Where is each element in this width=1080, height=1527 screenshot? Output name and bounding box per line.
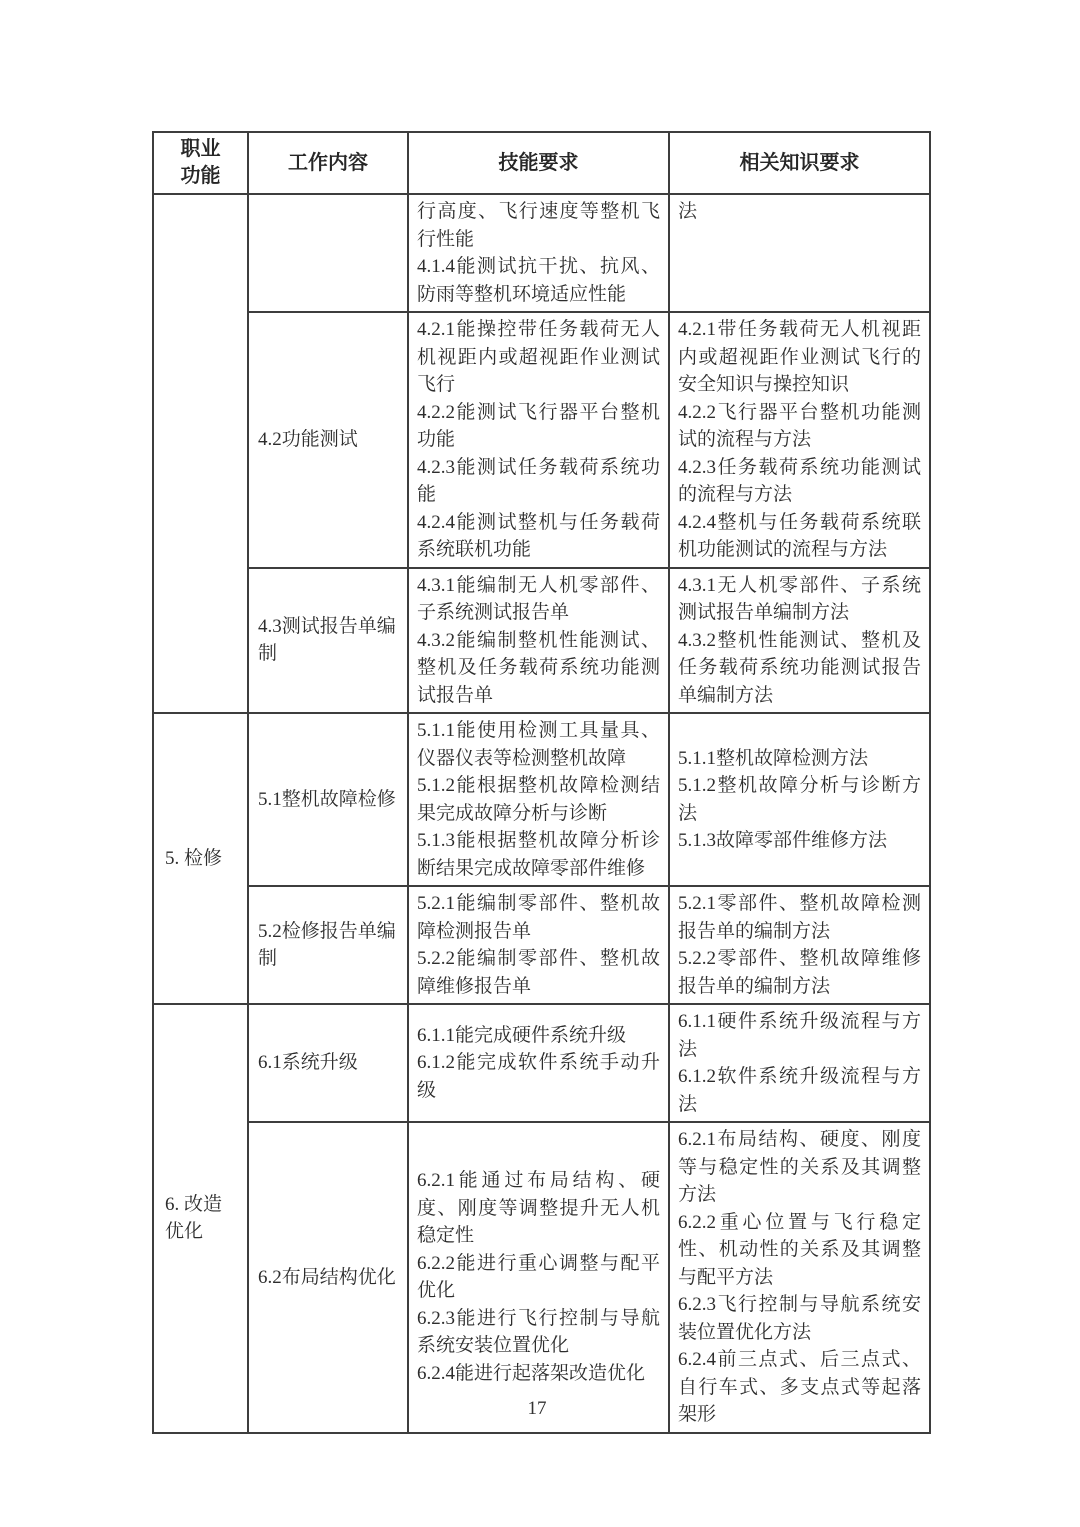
knowledge-item: 5.2.1零部件、整机故障检测报告单的编制方法: [678, 893, 921, 942]
skill-item: 5.1.3能根据整机故障分析诊断结果完成故障零部件维修: [417, 830, 660, 879]
skill-item: 6.2.4能进行起落架改造优化: [417, 1362, 646, 1384]
header-occupational-function-label: 职业功能: [180, 138, 221, 187]
skills-cell: [408, 312, 669, 568]
knowledge-cell: [669, 312, 930, 568]
work-content-cell: 4.3测试报告单编制: [248, 568, 408, 714]
function-cell-section6: 6. 改造优化: [153, 1004, 248, 1433]
knowledge-cell: [669, 568, 930, 714]
header-skill-requirements: 技能要求: [408, 132, 669, 194]
skill-item: 4.3.2能编制整机性能测试、整机及任务载荷系统功能测试报告单: [417, 629, 660, 706]
work-content-cell: 5.1整机故障检修: [248, 713, 408, 886]
knowledge-item: 5.1.3故障零部件维修方法: [678, 830, 888, 851]
knowledge-cell: [669, 886, 930, 1004]
skill-item: 6.2.3能进行飞行控制与导航系统安装位置优化: [417, 1307, 660, 1357]
knowledge-item: 6.2.2重心位置与飞行稳定性、机动性的关系及其调整与配平方法: [678, 1211, 921, 1288]
skill-item: 5.2.1能编制零部件、整机故障检测报告单: [417, 893, 660, 942]
function-cell-section5: 5. 检修: [153, 713, 248, 1004]
skill-item: 4.1.4能测试抗干扰、抗风、防雨等整机环境适应性能: [417, 256, 660, 305]
table-row: [153, 1004, 930, 1122]
table-row: [153, 568, 930, 714]
skill-item: 4.3.1能编制无人机零部件、子系统测试报告单: [417, 574, 660, 623]
knowledge-item: 4.3.1无人机零部件、子系统测试报告单编制方法: [678, 574, 921, 623]
work-content-cell: 6.2布局结构优化: [248, 1122, 408, 1433]
knowledge-cell: [669, 1004, 930, 1122]
knowledge-item: 6.2.1布局结构、硬度、刚度等与稳定性的关系及其调整方法: [678, 1129, 921, 1205]
skill-item: 行高度、飞行速度等整机飞行性能: [417, 201, 660, 250]
table-row: [153, 194, 930, 312]
work-content-cell: [248, 194, 408, 312]
knowledge-item: 4.3.2整机性能测试、整机及任务载荷系统功能测试报告单编制方法: [678, 629, 921, 706]
knowledge-item: 5.1.1整机故障检测方法: [678, 747, 869, 769]
skill-item: 4.2.4能测试整机与任务载荷系统联机功能: [417, 511, 660, 560]
knowledge-item: 4.2.1带任务载荷无人机视距内或超视距作业测试飞行的安全知识与操控知识: [678, 319, 921, 395]
knowledge-item: 5.1.2整机故障分析与诊断方法: [678, 775, 921, 824]
header-work-content: 工作内容: [248, 132, 408, 194]
work-content-cell: 5.2检修报告单编制: [248, 886, 408, 1004]
knowledge-item: 6.2.3飞行控制与导航系统安装位置优化方法: [678, 1294, 921, 1343]
skill-requirements-table: [152, 131, 931, 1434]
knowledge-item: 4.2.4整机与任务载荷系统联机功能测试的流程与方法: [678, 511, 921, 560]
skill-item: 6.2.2能进行重心调整与配平优化: [417, 1252, 660, 1302]
skill-item: 5.1.1能使用检测工具量具、仪器仪表等检测整机故障: [417, 720, 660, 769]
skill-item: 4.2.3能测试任务载荷系统功能: [417, 456, 660, 505]
skill-item: 6.1.2能完成软件系统手动升级: [417, 1052, 660, 1101]
table-row: [153, 713, 930, 886]
skill-item: 4.2.2能测试飞行器平台整机功能: [417, 401, 660, 450]
knowledge-item: 4.2.3任务载荷系统功能测试的流程与方法: [678, 456, 921, 505]
knowledge-item: 法: [678, 201, 698, 222]
skills-cell: [408, 194, 669, 312]
work-content-cell: 6.1系统升级: [248, 1004, 408, 1122]
skill-item: 5.2.2能编制零部件、整机故障维修报告单: [417, 948, 660, 997]
skills-cell: [408, 1004, 669, 1122]
header-occupational-function: [153, 132, 248, 194]
knowledge-item: 5.2.2零部件、整机故障维修报告单的编制方法: [678, 948, 921, 997]
skill-item: 6.1.1能完成硬件系统升级: [417, 1024, 627, 1046]
knowledge-item: 6.2.4前三点式、后三点式、自行车式、多支点式等起落架形: [678, 1349, 921, 1425]
skills-cell: [408, 568, 669, 714]
knowledge-item: 6.1.2软件系统升级流程与方法: [678, 1066, 921, 1115]
skill-item: 4.2.1能操控带任务载荷无人机视距内或超视距作业测试飞行: [417, 319, 660, 395]
page-number: 17: [527, 1398, 547, 1419]
knowledge-item: 6.1.1硬件系统升级流程与方法: [678, 1011, 921, 1060]
skill-item: 5.1.2能根据整机故障检测结果完成故障分析与诊断: [417, 775, 660, 824]
skills-cell: [408, 886, 669, 1004]
function-cell-section4: [153, 194, 248, 713]
work-content-cell: 4.2功能测试: [248, 312, 408, 568]
knowledge-cell: [669, 194, 930, 312]
knowledge-cell: [669, 713, 930, 886]
knowledge-item: 4.2.2飞行器平台整机功能测试的流程与方法: [678, 401, 921, 450]
table-row: [153, 886, 930, 1004]
table-header-row: [153, 132, 930, 194]
table-row: [153, 312, 930, 568]
table-row: [153, 1122, 930, 1433]
skills-cell: [408, 1122, 669, 1433]
skill-item: 6.2.1能通过布局结构、硬度、刚度等调整提升无人机稳定性: [417, 1170, 660, 1247]
skills-cell: [408, 713, 669, 886]
header-knowledge-requirements: 相关知识要求: [669, 132, 930, 194]
knowledge-cell: [669, 1122, 930, 1433]
